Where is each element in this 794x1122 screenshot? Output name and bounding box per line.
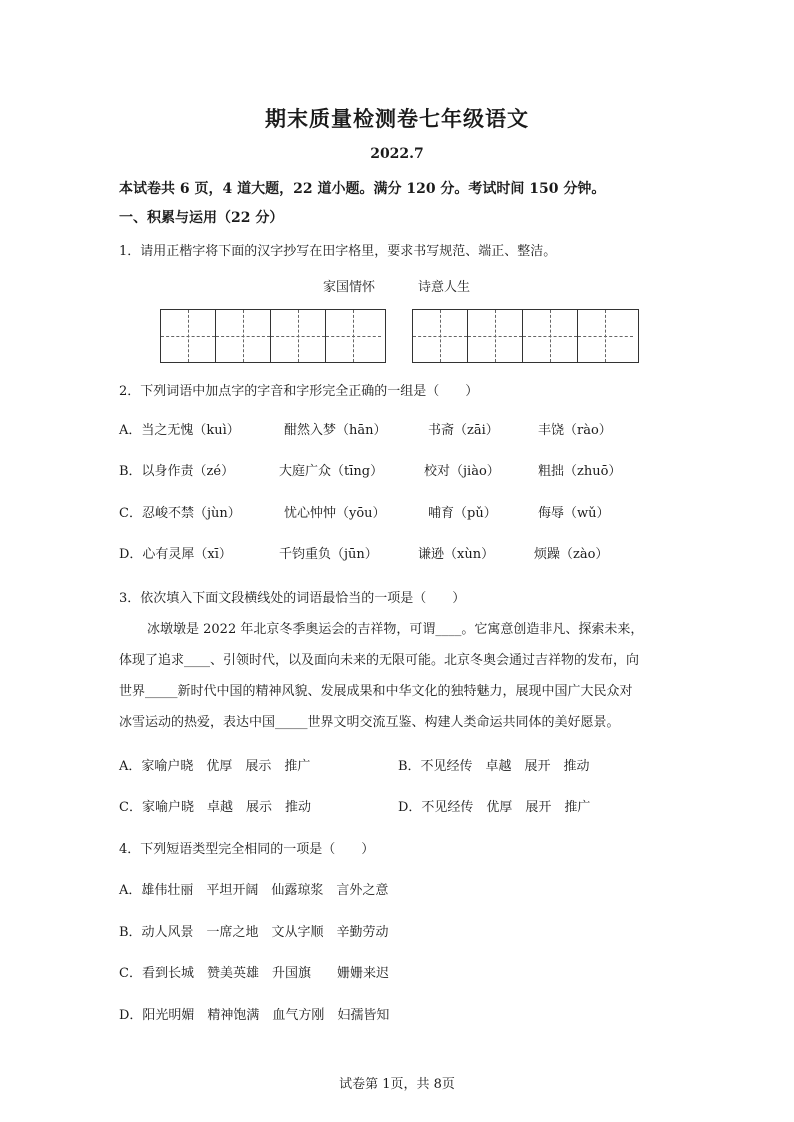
- grid-cell[interactable]: [578, 310, 633, 362]
- q2-a-word-4: 丰饶（rào）: [538, 423, 612, 438]
- q2-c-word-2: 忧心忡忡（yōu）: [284, 506, 386, 521]
- q3-option-d[interactable]: D．不见经传 优厚 展开 推广: [398, 800, 591, 815]
- q2-d-word-2: 千钧重负（jūn）: [279, 547, 378, 562]
- q3-option-c[interactable]: C．家喻户晓 卓越 展示 推动: [119, 800, 311, 815]
- tianzige-grid-2[interactable]: [412, 309, 639, 363]
- q2-b-word-3: 校对（jiào）: [424, 464, 500, 479]
- q2-c-word-3: 哺育（pǔ）: [428, 506, 497, 521]
- grid-cell[interactable]: [216, 310, 271, 362]
- q2-d-word-3: 谦逊（xùn）: [418, 547, 495, 562]
- question-2: 2．下列词语中加点字的字音和字形完全正确的一组是（ ）: [119, 384, 479, 399]
- passage-line: 冰雪运动的热爱，表达中国_____世界文明交流互鉴、构建人类命运共同体的美好愿景。: [119, 715, 620, 730]
- q4-option-a[interactable]: A．雄伟壮丽 平坦开阔 仙露琼浆 言外之意: [119, 883, 389, 898]
- q2-a-word-2: 酣然入梦（hān）: [284, 423, 387, 438]
- grid-cell[interactable]: [523, 310, 578, 362]
- grid-cell[interactable]: [271, 310, 326, 362]
- q2-d-word-1: D．心有灵犀（xī）: [119, 547, 232, 562]
- q2-b-word-2: 大庭广众（tīng）: [279, 464, 384, 479]
- exam-date: 2022.7: [370, 146, 424, 162]
- q2-option-a[interactable]: [119, 419, 679, 439]
- grid-cell[interactable]: [326, 310, 381, 362]
- grid-cell[interactable]: [468, 310, 523, 362]
- page-footer: 试卷第 1页，共 8页: [339, 1077, 455, 1092]
- q2-c-word-4: 侮辱（wǔ）: [538, 506, 610, 521]
- q3-option-a[interactable]: A．家喻户晓 优厚 展示 推广: [119, 759, 311, 774]
- q4-option-c[interactable]: C．看到长城 赞美英雄 升国旗 姗姗来迟: [119, 966, 389, 981]
- question-4: 4．下列短语类型完全相同的一项是（ ）: [119, 842, 375, 857]
- grid-cell[interactable]: [413, 310, 468, 362]
- section-heading-1: 一、积累与运用（22 分）: [119, 210, 284, 226]
- q4-option-b[interactable]: B．动人风景 一席之地 文从字顺 辛勤劳动: [119, 925, 389, 940]
- q2-d-word-4: 烦躁（zào）: [534, 547, 609, 562]
- q2-option-d[interactable]: [119, 543, 679, 563]
- copy-phrase-2: 诗意人生: [418, 280, 471, 295]
- passage-line: 冰墩墩是 2022 年北京冬季奥运会的吉祥物，可谓____。它寓意创造非凡、探索未来，: [147, 622, 644, 637]
- question-3: 3．依次填入下面文段横线处的词语最恰当的一项是（ ）: [119, 591, 466, 606]
- tianzige-grid-1[interactable]: [160, 309, 386, 363]
- q2-b-word-4: 粗拙（zhuō）: [538, 464, 622, 479]
- passage-line: 体现了追求____、引领时代，以及面向未来的无限可能。北京冬奥会通过吉祥物的发布，向: [119, 653, 640, 668]
- q2-a-word-3: 书斋（zāi）: [428, 423, 499, 438]
- passage-line: 世界_____新时代中国的精神风貌、发展成果和中华文化的独特魅力，展现中国广大民众对: [119, 684, 633, 699]
- grid-cell[interactable]: [161, 310, 216, 362]
- page-title: 期末质量检测卷七年级语文: [265, 106, 529, 131]
- exam-intro: 本试卷共 6 页，4 道大题，22 道小题。满分 120 分。考试时间 150 分钟。: [119, 181, 606, 197]
- q2-c-word-1: C．忍峻不禁（jùn）: [119, 506, 241, 521]
- q2-option-b[interactable]: [119, 460, 679, 480]
- q4-option-d[interactable]: D．阳光明媚 精神饱满 血气方刚 妇孺皆知: [119, 1008, 390, 1023]
- copy-phrase-1: 家国情怀: [323, 280, 376, 295]
- q3-passage: [119, 614, 674, 738]
- q2-b-word-1: B．以身作责（zé）: [119, 464, 235, 479]
- q3-option-b[interactable]: B．不见经传 卓越 展开 推动: [398, 759, 590, 774]
- q2-a-word-1: A．当之无愧（kuì）: [119, 423, 240, 438]
- question-1: 1．请用正楷字将下面的汉字抄写在田字格里，要求书写规范、端正、整洁。: [119, 244, 557, 259]
- q2-option-c[interactable]: [119, 502, 679, 522]
